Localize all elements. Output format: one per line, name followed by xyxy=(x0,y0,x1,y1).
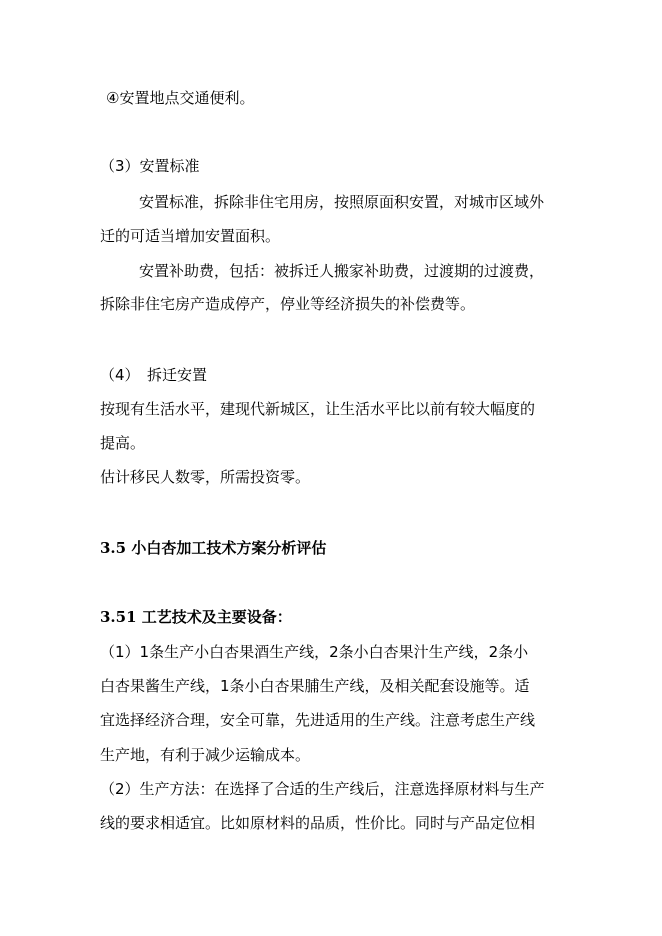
para-1-line-1: （1）1条生产小白杏果酒生产线，2条小白杏果汁生产线，2条小 xyxy=(100,643,529,661)
para-1-line-2: 白杏果酱生产线，1条小白杏果脯生产线，及相关配套设施等。适 xyxy=(100,677,530,695)
item-4-line: ④安置地点交通便利。 xyxy=(106,89,255,107)
section-3-para-1-line-2: 迁的可适当增加安置面积。 xyxy=(100,227,281,245)
heading-3-5: 3.5 小白杏加工技术方案分析评估 xyxy=(100,539,327,557)
para-2-line-2: 线的要求相适宜。比如原材料的品质，性价比。同时与产品定位相 xyxy=(100,814,536,832)
heading-3-51: 3.51 工艺技术及主要设备： xyxy=(100,608,292,626)
section-4-line-1: 按现有生活水平，建现代新城区，让生活水平比以前有较大幅度的 xyxy=(100,400,536,418)
section-3-heading: （3）安置标准 xyxy=(100,157,200,175)
section-3-para-2-line-1: 安置补助费，包括：被拆迁人搬家补助费，过渡期的过渡费， xyxy=(139,262,545,280)
section-3-para-1-line-1: 安置标准，拆除非住宅用房，按照原面积安置，对城市区域外 xyxy=(139,193,545,211)
section-4-line-3: 估计移民人数零，所需投资零。 xyxy=(100,468,311,486)
para-1-line-4: 生产地，有利于减少运输成本。 xyxy=(100,746,311,764)
section-4-line-2: 提高。 xyxy=(100,434,146,452)
para-2-line-1: （2）生产方法：在选择了合适的生产线后，注意选择原材料与生产 xyxy=(100,780,545,798)
para-1-line-3: 宜选择经济合理，安全可靠，先进适用的生产线。注意考虑生产线 xyxy=(100,711,536,729)
section-3-para-2-line-2: 拆除非住宅房产造成停产，停业等经济损失的补偿费等。 xyxy=(100,295,476,313)
section-4-heading: （4） 拆迁安置 xyxy=(100,366,208,384)
